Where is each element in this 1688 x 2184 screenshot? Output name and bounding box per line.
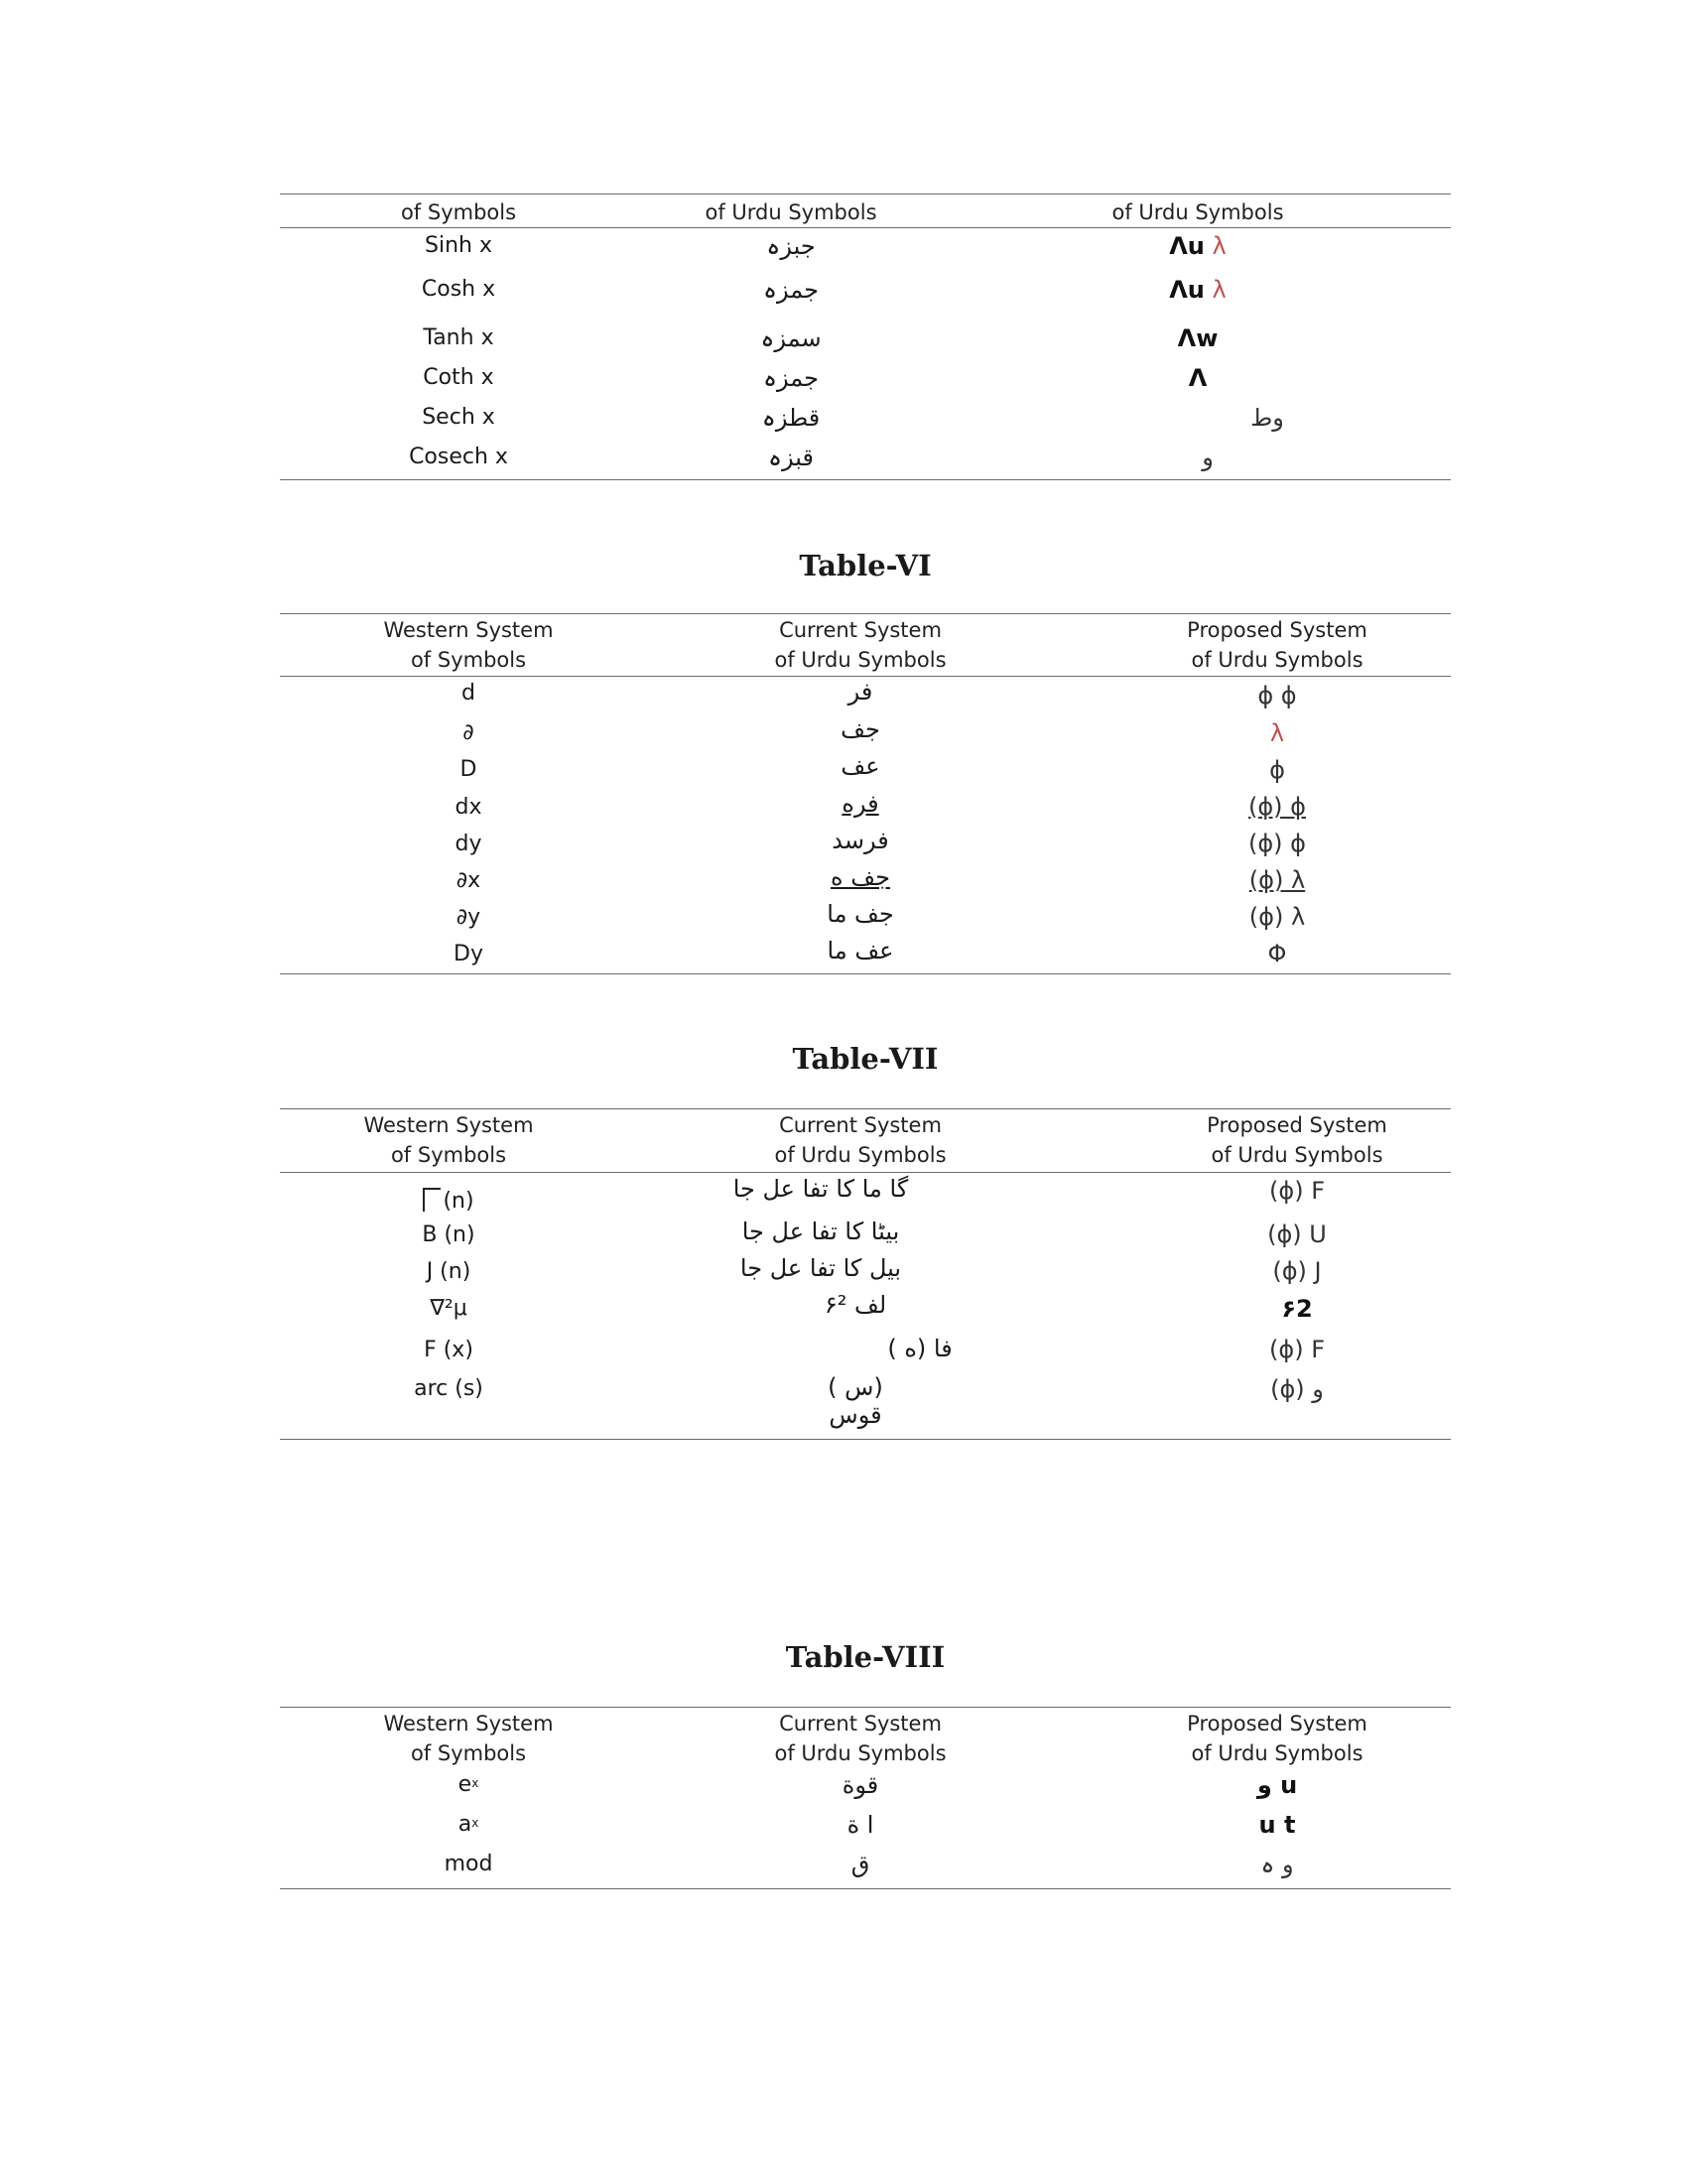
table-title: Table-VII <box>792 1042 939 1076</box>
proposed-cell <box>1094 405 1441 431</box>
proposed-symbol: ⴷw <box>1177 324 1219 352</box>
proposed-cell: ⴷu λ <box>1169 276 1227 304</box>
western-cell: F (x) <box>424 1338 473 1362</box>
table-bottom-rule <box>280 1439 1451 1440</box>
header-rule <box>280 1172 1451 1173</box>
western-cell: Sinh x <box>425 233 492 258</box>
western-cell: Dy <box>454 942 483 966</box>
header-proposed-l2: of Urdu Symbols <box>1211 1143 1383 1167</box>
proposed-cell: (ϕ) J <box>1272 1257 1322 1285</box>
proposed-symbol: ⴷu <box>1169 232 1205 260</box>
proposed-cell: (ϕ) λ <box>1248 903 1306 931</box>
proposed-cell <box>1024 365 1371 391</box>
current-cell: گا ما کا تفا عل جا <box>732 1175 909 1203</box>
current-cell-line2: قوس <box>829 1401 882 1429</box>
western-cell: d <box>461 681 475 706</box>
western-cell <box>280 1772 657 1798</box>
western-cell: Cosech x <box>409 445 508 469</box>
proposed-cell: و u <box>1256 1771 1298 1799</box>
header-western-l1: Western System <box>383 1712 554 1735</box>
header-proposed-l2: of Urdu Symbols <box>1191 1741 1363 1765</box>
current-cell: فرسد <box>832 827 889 854</box>
western-cell: Coth x <box>423 365 494 390</box>
table-top-rule <box>280 1707 1451 1708</box>
proposed-cell: و ہ <box>1260 1851 1294 1878</box>
western-cell <box>260 1188 637 1215</box>
current-cell: فر <box>847 678 873 706</box>
proposed-cell: (ϕ) ϕ <box>1247 793 1307 821</box>
western-cell: ∂y <box>455 905 481 930</box>
table-8 <box>280 1707 1451 1890</box>
proposed-cell: ϕ <box>1269 756 1285 784</box>
header-current-l1: Current System <box>779 1712 942 1735</box>
western-cell: B (n) <box>422 1222 475 1247</box>
western-cell: Cosh x <box>421 277 496 302</box>
western-sup: x <box>471 1776 479 1790</box>
current-cell: ا ة <box>846 1811 874 1839</box>
western-cell: mod <box>444 1852 493 1876</box>
proposed-cell: λ <box>1269 719 1285 747</box>
current-cell: جمزہ <box>762 364 819 392</box>
western-sup: x <box>471 1816 479 1830</box>
header-western-l1: Western System <box>383 618 554 642</box>
western-cell: dx <box>454 795 482 820</box>
header-western-l2: of Symbols <box>410 1741 527 1765</box>
proposed-symbol: ⴷu <box>1169 276 1205 304</box>
proposed-cell: (ϕ) λ <box>1248 866 1306 894</box>
current-cell: (س ) <box>828 1373 883 1401</box>
table-title: Table-VIII <box>785 1640 946 1674</box>
western-cell: ∇²μ <box>430 1296 467 1321</box>
header-current-l1: Current System <box>779 618 942 642</box>
western-cell: D <box>459 757 477 782</box>
table-bottom-rule <box>280 1888 1451 1889</box>
current-cell: فره <box>842 790 879 818</box>
western-cell <box>280 1812 657 1838</box>
proposed-cell: (ϕ) U <box>1267 1220 1327 1248</box>
table-6 <box>280 613 1451 975</box>
header-proposed-l1: Proposed System <box>1187 1712 1367 1735</box>
western-cell: dy <box>454 832 482 856</box>
western-cell: ∂x <box>455 868 481 893</box>
table-title: Table-VI <box>799 549 932 582</box>
table-top-rule <box>280 1108 1451 1109</box>
current-cell: لف ۶² <box>824 1291 887 1319</box>
header-current-l2: of Urdu Symbols <box>774 1143 947 1167</box>
western-base: e <box>457 1772 472 1797</box>
header-current-l2: of Urdu Symbols <box>774 648 947 672</box>
current-cell: بیل کا تفا عل جا <box>739 1254 902 1282</box>
proposed-symbol: ⴷ <box>1188 364 1208 392</box>
header-proposed-l1: Proposed System <box>1187 618 1367 642</box>
header-western-l1: Western System <box>363 1113 534 1137</box>
current-cell: جف <box>841 715 880 743</box>
header-western-l2: of Symbols <box>390 1143 507 1167</box>
proposed-cell: (ϕ) و <box>1270 1375 1324 1403</box>
gamma-symbol <box>423 1188 441 1212</box>
header-current-l2: of Urdu Symbols <box>774 1741 947 1765</box>
header-western-l2: of Symbols <box>410 648 527 672</box>
header-current: of Urdu Symbols <box>705 200 877 224</box>
western-cell: J (n) <box>426 1259 471 1284</box>
current-cell: فا (ه ) <box>887 1335 953 1362</box>
proposed-cell: (ϕ) F <box>1269 1177 1325 1205</box>
proposed-cell <box>1034 445 1381 470</box>
current-cell: عف <box>841 752 880 780</box>
proposed-symbol: وط <box>1250 404 1284 432</box>
current-cell: سمزہ <box>760 324 822 352</box>
header-rule <box>280 676 1451 677</box>
header-proposed-l2: of Urdu Symbols <box>1191 648 1363 672</box>
table-7 <box>280 1108 1451 1441</box>
proposed-cell: u t <box>1258 1811 1296 1839</box>
western-cell: ∂ <box>462 720 474 745</box>
current-cell: قبزہ <box>767 444 815 471</box>
western-cell: Tanh x <box>423 325 494 350</box>
header-western: of Symbols <box>400 200 517 224</box>
header-current-l1: Current System <box>779 1113 942 1137</box>
proposed-cell <box>1024 325 1371 351</box>
current-cell: ق <box>850 1851 870 1878</box>
proposed-cell: (ϕ) ϕ <box>1247 830 1307 857</box>
table-top-rule <box>280 613 1451 614</box>
current-cell: جف ما <box>827 900 894 928</box>
table-bottom-rule <box>280 973 1451 974</box>
current-cell: جمزہ <box>762 276 819 304</box>
western-text: (n) <box>443 1189 474 1214</box>
header-proposed-l1: Proposed System <box>1207 1113 1387 1137</box>
header-proposed: of Urdu Symbols <box>1111 200 1284 224</box>
proposed-cell: ۶2 <box>1281 1295 1313 1323</box>
header-rule <box>280 227 1451 228</box>
current-cell: قطزہ <box>761 404 821 432</box>
proposed-cell: ⴷu λ <box>1169 232 1227 260</box>
table-5-partial <box>280 193 1451 481</box>
proposed-cell: (ϕ) F <box>1269 1336 1325 1363</box>
western-base: a <box>457 1812 472 1837</box>
table-top-rule <box>280 193 1451 194</box>
current-cell: جبزہ <box>766 232 816 260</box>
current-cell: جف ه <box>831 863 890 891</box>
current-cell: قوة <box>842 1771 879 1799</box>
proposed-cell: Φ <box>1267 940 1287 967</box>
proposed-cell: ϕ ϕ <box>1257 682 1297 709</box>
current-cell: بیٹا کا تفا عل جا <box>741 1218 900 1245</box>
western-cell: arc (s) <box>414 1376 483 1401</box>
proposed-symbol: و <box>1202 444 1214 471</box>
table-bottom-rule <box>280 479 1451 480</box>
western-cell: Sech x <box>422 405 495 430</box>
current-cell: عف ما <box>827 937 894 964</box>
